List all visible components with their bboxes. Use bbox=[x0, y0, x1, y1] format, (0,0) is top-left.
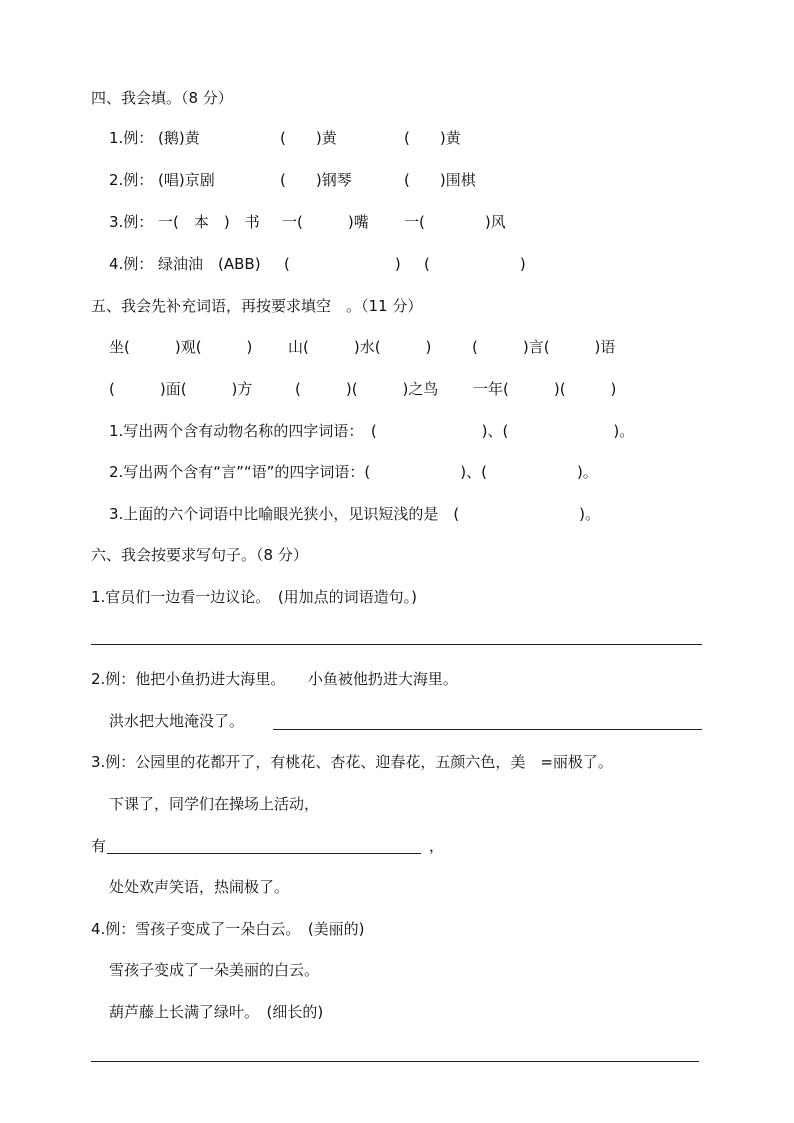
section-5-title: 五、我会先补充词语，再按要求填空 。（11 分） bbox=[91, 297, 423, 315]
s6-q3-line3: 处处欢声笑语，热闹极了。 bbox=[109, 878, 290, 896]
s6-q4-example: 4.例：雪孩子变成了一朵白云。 (美丽的) bbox=[91, 920, 365, 938]
s4-q4-example: 绿油油 (ABB) bbox=[158, 255, 261, 273]
answer-line-3[interactable] bbox=[107, 853, 421, 854]
s4-q2-blank1[interactable]: ( )钢琴 bbox=[280, 171, 352, 189]
s4-q4-blank2[interactable]: ( ) bbox=[424, 255, 526, 273]
s6-q3-line2-suffix: ， bbox=[429, 837, 445, 855]
answer-line-4[interactable] bbox=[91, 1061, 699, 1062]
s4-q3-label: 3.例： bbox=[109, 213, 154, 231]
section-6-title: 六、我会按要求写句子。（8 分） bbox=[91, 546, 308, 564]
s5-q1[interactable]: 1.写出两个含有动物名称的四字词语： ( )、( )。 bbox=[109, 422, 635, 440]
s5-idiom-2[interactable]: 山( )水( ) bbox=[288, 338, 432, 356]
s6-q4-task: 葫芦藤上长满了绿叶。 (细长的) bbox=[109, 1003, 324, 1021]
s5-q2[interactable]: 2.写出两个含有“言”“语”的四字词语：( )、( )。 bbox=[109, 463, 598, 481]
s4-q4-blank1[interactable]: ( ) bbox=[284, 255, 401, 273]
s5-idiom-1[interactable]: 坐( )观( ) bbox=[109, 338, 253, 356]
s4-q2-example: (唱)京剧 bbox=[158, 171, 215, 189]
s5-idiom-5[interactable]: ( )( )之鸟 bbox=[295, 380, 439, 398]
section-4-title: 四、我会填。（8 分） bbox=[91, 89, 233, 107]
s5-idiom-3[interactable]: ( )言( )语 bbox=[472, 338, 616, 356]
s5-idiom-4[interactable]: ( )面( )方 bbox=[109, 380, 253, 398]
s4-q1-example: (鹅)黄 bbox=[158, 129, 200, 147]
answer-line-2[interactable] bbox=[273, 729, 702, 730]
s4-q1-blank1[interactable]: ( )黄 bbox=[280, 129, 337, 147]
s6-q2-example: 2.例：他把小鱼扔进大海里。 小鱼被他扔进大海里。 bbox=[91, 670, 458, 688]
s6-q1: 1.官员们一边看一边议论。 (用加点的词语造句。) bbox=[91, 588, 418, 606]
s4-q2-label: 2.例： bbox=[109, 171, 154, 189]
s4-q4-label: 4.例： bbox=[109, 255, 154, 273]
s4-q3-blank1[interactable]: 一( )嘴 bbox=[282, 213, 369, 231]
s4-q3-example: 一( 本 ) 书 bbox=[158, 213, 260, 231]
s4-q2-blank2[interactable]: ( )围棋 bbox=[404, 171, 476, 189]
s6-q3-line2-prefix: 有 bbox=[91, 837, 107, 855]
s6-q3-example: 3.例：公园里的花都开了，有桃花、杏花、迎春花，五颜六色，美 =丽极了。 bbox=[91, 753, 613, 771]
s4-q3-blank2[interactable]: 一( )风 bbox=[404, 213, 506, 231]
s5-idiom-6[interactable]: 一年( )( ) bbox=[473, 380, 617, 398]
s6-q4-answer: 雪孩子变成了一朵美丽的白云。 bbox=[109, 961, 320, 979]
s4-q1-blank2[interactable]: ( )黄 bbox=[404, 129, 461, 147]
s4-q1-label: 1.例： bbox=[109, 129, 154, 147]
s6-q2-task: 洪水把大地淹没了。 bbox=[109, 712, 245, 730]
s6-q3-line1: 下课了，同学们在操场上活动， bbox=[109, 795, 320, 813]
s5-q3[interactable]: 3.上面的六个词语中比喻眼光狭小，见识短浅的是 ( )。 bbox=[109, 505, 601, 523]
answer-line-1[interactable] bbox=[91, 644, 702, 645]
